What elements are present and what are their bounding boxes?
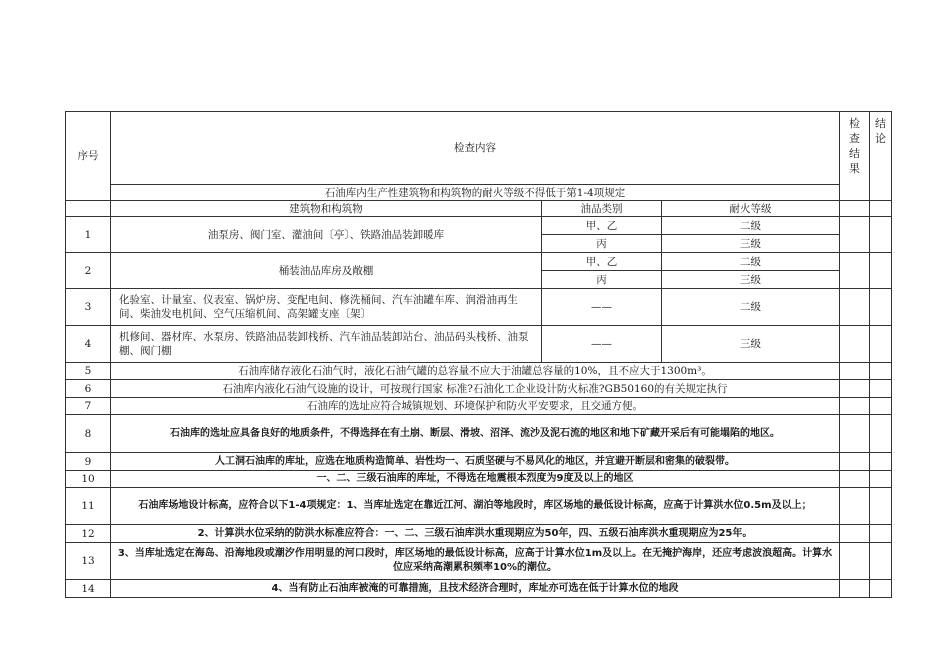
fire-grade-cell: 二级 bbox=[662, 217, 840, 235]
table-row bbox=[66, 326, 892, 363]
check-cell bbox=[840, 217, 870, 253]
table-row bbox=[66, 471, 892, 488]
row-number: 14 bbox=[66, 580, 111, 598]
building-cell: 桶装油品库房及敞棚 bbox=[111, 253, 542, 289]
conclusion-cell bbox=[870, 471, 892, 488]
conclusion-cell bbox=[870, 398, 892, 415]
item-text: 4、当有防止石油库被淹的可靠措施，且技术经济合理时，库址亦可选在低于计算水位的地段 bbox=[111, 580, 840, 598]
table-row bbox=[66, 453, 892, 471]
header-conclusion: 结论 bbox=[870, 112, 892, 201]
conclusion-cell bbox=[870, 580, 892, 598]
header-seq: 序号 bbox=[66, 112, 111, 201]
table-row bbox=[66, 525, 892, 543]
item-text: 石油库储存液化石油气时，液化石油气罐的总容量不应大于油罐总容量的10%，且不应大于1300m³。 bbox=[111, 363, 840, 380]
oil-class-cell: —— bbox=[542, 326, 662, 363]
row-number: 10 bbox=[66, 471, 111, 488]
row-number: 11 bbox=[66, 488, 111, 525]
inspection-table bbox=[65, 111, 892, 598]
subheader-building: 建筑物和构筑物 bbox=[111, 201, 542, 217]
item-text: 石油库场地设计标高，应符合以下1-4项规定：1、当库址选定在靠近江河、湖泊等地段时，库区场地的最低设计标高，应高于计算洪水位0.5m及以上； bbox=[111, 488, 840, 525]
oil-class-cell: 甲、乙 bbox=[542, 217, 662, 235]
row-number: 6 bbox=[66, 380, 111, 398]
check-cell bbox=[840, 380, 870, 398]
section-title: 石油库内生产性建筑物和构筑物的耐火等级不得低于第1-4项规定 bbox=[111, 185, 840, 201]
item-text: 2、计算洪水位采纳的防洪水标准应符合：一、二、三级石油库洪水重现期应为50年，四、五级石油库洪水重现期应为25年。 bbox=[111, 525, 840, 543]
conclusion-cell bbox=[870, 380, 892, 398]
check-cell bbox=[840, 253, 870, 289]
row-number: 7 bbox=[66, 398, 111, 415]
check-cell bbox=[840, 580, 870, 598]
fire-grade-cell: 三级 bbox=[662, 235, 840, 253]
header-check-result: 检查结果 bbox=[840, 112, 870, 201]
fire-grade-cell: 二级 bbox=[662, 289, 840, 326]
oil-class-cell: 丙 bbox=[542, 235, 662, 253]
row-number: 13 bbox=[66, 543, 111, 580]
cell bbox=[66, 201, 111, 217]
table-row bbox=[66, 543, 892, 580]
item-text: 人工洞石油库的库址，应选在地质构造简单、岩性均一、石质坚硬与不易风化的地区，并宜避开断层和密集的破裂带。 bbox=[111, 453, 840, 471]
conclusion-cell bbox=[870, 543, 892, 580]
row-number: 4 bbox=[66, 326, 111, 363]
oil-class-cell: —— bbox=[542, 289, 662, 326]
item-text: 石油库的选址应具备良好的地质条件，不得选择在有土崩、断层、滑坡、沼泽、流沙及泥石流的地区和地下矿藏开采后有可能塌陷的地区。 bbox=[111, 415, 840, 453]
header-content: 检查内容 bbox=[111, 112, 840, 185]
table-row bbox=[66, 363, 892, 380]
conclusion-cell bbox=[870, 326, 892, 363]
row-number: 2 bbox=[66, 253, 111, 289]
oil-class-cell: 甲、乙 bbox=[542, 253, 662, 271]
conclusion-cell bbox=[870, 289, 892, 326]
table-row bbox=[66, 398, 892, 415]
table-row bbox=[66, 415, 892, 453]
cell bbox=[870, 201, 892, 217]
row-number: 5 bbox=[66, 363, 111, 380]
check-cell bbox=[840, 398, 870, 415]
table-row bbox=[66, 289, 892, 326]
subheader-oil-class: 油品类别 bbox=[542, 201, 662, 217]
table-row bbox=[66, 580, 892, 598]
check-cell bbox=[840, 488, 870, 525]
row-number: 3 bbox=[66, 289, 111, 326]
table-row bbox=[66, 253, 892, 271]
oil-class-cell: 丙 bbox=[542, 271, 662, 289]
check-cell bbox=[840, 363, 870, 380]
cell bbox=[840, 201, 870, 217]
building-cell: 油泵房、阀门室、灌油间〔亭〕、铁路油品装卸暖库 bbox=[111, 217, 542, 253]
conclusion-cell bbox=[870, 525, 892, 543]
check-cell bbox=[840, 525, 870, 543]
item-text: 石油库内液化石油气设施的设计，可按现行国家 标准?石油化工企业设计防火标准?GB50160的有关规定执行 bbox=[111, 380, 840, 398]
table-row bbox=[66, 217, 892, 235]
row-number: 12 bbox=[66, 525, 111, 543]
row-number: 9 bbox=[66, 453, 111, 471]
conclusion-cell bbox=[870, 453, 892, 471]
conclusion-cell bbox=[870, 363, 892, 380]
conclusion-cell bbox=[870, 488, 892, 525]
check-cell bbox=[840, 289, 870, 326]
check-cell bbox=[840, 453, 870, 471]
fire-grade-cell: 三级 bbox=[662, 271, 840, 289]
conclusion-cell bbox=[870, 217, 892, 253]
building-cell: 化验室、计量室、仪表室、锅炉房、变配电间、修洗桶间、汽车油罐车库、润滑油再生间、柴油发电机间、空气压缩机间、高架罐支座〔架〕 bbox=[111, 289, 542, 326]
item-text: 3、当库址选定在海岛、沿海地段或潮汐作用明显的河口段时，库区场地的最低设计标高，应高于计算水位1m及以上。在无掩护海岸，还应考虑波浪超高。计算水位应采纳高潮累积频率10%的潮位。 bbox=[111, 543, 840, 580]
row-number: 8 bbox=[66, 415, 111, 453]
fire-grade-cell: 三级 bbox=[662, 326, 840, 363]
item-text: 一、二、三级石油库的库址，不得选在地震根本烈度为9度及以上的地区 bbox=[111, 471, 840, 488]
check-cell bbox=[840, 415, 870, 453]
table-row bbox=[66, 488, 892, 525]
fire-grade-cell: 二级 bbox=[662, 253, 840, 271]
check-cell bbox=[840, 543, 870, 580]
check-cell bbox=[840, 471, 870, 488]
conclusion-cell bbox=[870, 415, 892, 453]
check-cell bbox=[840, 326, 870, 363]
table-row bbox=[66, 380, 892, 398]
conclusion-cell bbox=[870, 253, 892, 289]
item-text: 石油库的选址应符合城镇规划、环境保护和防火平安要求，且交通方便。 bbox=[111, 398, 840, 415]
row-number: 1 bbox=[66, 217, 111, 253]
building-cell: 机修间、器材库、水泵房、铁路油品装卸栈桥、汽车油品装卸站台、油品码头栈桥、油泵棚、阀门棚 bbox=[111, 326, 542, 363]
subheader-fire-grade: 耐火等级 bbox=[662, 201, 840, 217]
